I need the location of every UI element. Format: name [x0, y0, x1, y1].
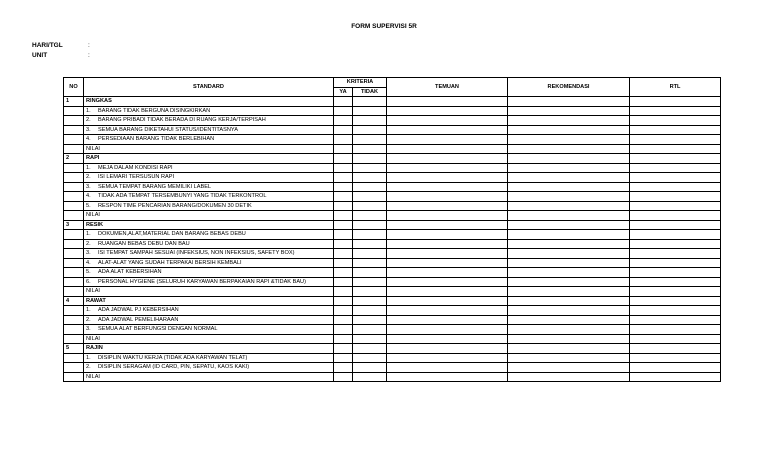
header-temuan: TEMUAN [387, 78, 508, 97]
item-tidak-cell[interactable] [353, 363, 387, 373]
header-standard: STANDARD [84, 78, 334, 97]
standard-item [84, 182, 334, 192]
item-number: 4. [86, 136, 91, 142]
item-number: 5. [86, 202, 91, 209]
table-row [64, 277, 721, 287]
section-temuan-cell[interactable] [387, 344, 508, 354]
item-rekomendasi-cell[interactable] [508, 106, 630, 116]
table-row [64, 268, 721, 278]
item-rtl-cell[interactable] [630, 192, 721, 202]
item-number: 5. [86, 269, 91, 275]
nilai-row [64, 144, 721, 154]
nilai-ya-cell[interactable] [334, 287, 353, 297]
item-temuan-cell[interactable] [387, 315, 508, 325]
section-ya-cell[interactable] [334, 220, 353, 230]
nilai-tidak-cell[interactable] [353, 372, 387, 382]
standard-item [84, 173, 334, 183]
nilai-label: NILAI [84, 334, 334, 344]
item-temuan-cell[interactable] [387, 249, 508, 259]
nilai-rekomendasi-cell[interactable] [508, 287, 630, 297]
standard-item [84, 315, 334, 325]
table-row [64, 125, 721, 135]
section-name: RESIK [84, 220, 334, 230]
item-no-cell [64, 363, 84, 373]
item-temuan-cell[interactable] [387, 201, 508, 211]
section-tidak-cell[interactable] [353, 296, 387, 306]
item-tidak-cell[interactable] [353, 173, 387, 183]
item-ya-cell[interactable] [334, 277, 353, 287]
table-row [64, 163, 721, 173]
nilai-row [64, 334, 721, 344]
nilai-ya-cell[interactable] [334, 144, 353, 154]
nilai-rekomendasi-cell[interactable] [508, 372, 630, 382]
item-rekomendasi-cell[interactable] [508, 306, 630, 316]
header-ya: YA [334, 87, 353, 97]
item-ya-cell[interactable] [334, 163, 353, 173]
nilai-rtl-cell[interactable] [630, 334, 721, 344]
item-ya-cell[interactable] [334, 258, 353, 268]
item-no-cell [64, 325, 84, 335]
item-number: 3. [86, 250, 91, 256]
standard-item [84, 249, 334, 259]
item-tidak-cell[interactable] [353, 182, 387, 192]
item-tidak-cell[interactable] [353, 163, 387, 173]
item-text: ISI TEMPAT SAMPAH SESUAI (INFEKSIUS, NON INFEKSIUS, SAFETY BOX) [98, 250, 295, 256]
item-ya-cell[interactable] [334, 201, 353, 211]
nilai-rekomendasi-cell[interactable] [508, 211, 630, 221]
item-rekomendasi-cell[interactable] [508, 230, 630, 240]
item-number: 4. [86, 193, 91, 199]
table-row [64, 192, 721, 202]
section-rtl-cell[interactable] [630, 220, 721, 230]
section-rekomendasi-cell[interactable] [508, 296, 630, 306]
nilai-no-cell [64, 287, 84, 297]
item-text: ALAT-ALAT YANG SUDAH TERPAKAI BERSIH KEMBALI [98, 259, 242, 266]
item-rekomendasi-cell[interactable] [508, 125, 630, 135]
item-no-cell [64, 315, 84, 325]
hari-tgl-colon: : [88, 42, 90, 49]
table-row [64, 106, 721, 116]
item-no-cell [64, 201, 84, 211]
item-text: SEMUA ALAT BERFUNGSI DENGAN NORMAL [98, 326, 218, 332]
nilai-rtl-cell[interactable] [630, 372, 721, 382]
item-rekomendasi-cell[interactable] [508, 173, 630, 183]
item-rekomendasi-cell[interactable] [508, 325, 630, 335]
item-number: 2. [86, 174, 91, 180]
standard-item [84, 192, 334, 202]
item-number: 2. [86, 240, 91, 247]
section-name: RAPI [84, 154, 334, 164]
item-rekomendasi-cell[interactable] [508, 239, 630, 249]
item-temuan-cell[interactable] [387, 258, 508, 268]
item-no-cell [64, 268, 84, 278]
item-temuan-cell[interactable] [387, 106, 508, 116]
item-ya-cell[interactable] [334, 116, 353, 126]
item-no-cell [64, 116, 84, 126]
nilai-temuan-cell[interactable] [387, 211, 508, 221]
item-text: ISI LEMARI TERSUSUN RAPI [98, 174, 175, 180]
section-name: RAJIN [84, 344, 334, 354]
item-no-cell [64, 106, 84, 116]
item-number: 3. [86, 126, 91, 133]
item-ya-cell[interactable] [334, 363, 353, 373]
item-ya-cell[interactable] [334, 182, 353, 192]
section-tidak-cell[interactable] [353, 344, 387, 354]
item-no-cell [64, 163, 84, 173]
table-row [64, 173, 721, 183]
item-text: RUANGAN BEBAS DEBU DAN BAU [98, 240, 190, 247]
item-number: 1. [86, 164, 91, 171]
item-ya-cell[interactable] [334, 249, 353, 259]
nilai-temuan-cell[interactable] [387, 287, 508, 297]
item-text: SEMUA BARANG DIKETAHUI STATUS/IDENTITASNYA [98, 126, 238, 133]
item-temuan-cell[interactable] [387, 268, 508, 278]
item-text: TIDAK ADA TEMPAT TERSEMBUNYI YANG TIDAK TERKONTROL [98, 193, 267, 199]
item-ya-cell[interactable] [334, 268, 353, 278]
standard-item [84, 258, 334, 268]
table-row [64, 230, 721, 240]
item-rekomendasi-cell[interactable] [508, 277, 630, 287]
item-tidak-cell[interactable] [353, 268, 387, 278]
item-rtl-cell[interactable] [630, 325, 721, 335]
item-number: 1. [86, 107, 91, 114]
item-temuan-cell[interactable] [387, 325, 508, 335]
section-ya-cell[interactable] [334, 296, 353, 306]
section-temuan-cell[interactable] [387, 296, 508, 306]
table-row [64, 116, 721, 126]
form-title: FORM SUPERVISI 5R [351, 23, 417, 30]
table-row [64, 135, 721, 145]
item-no-cell [64, 239, 84, 249]
nilai-no-cell [64, 372, 84, 382]
item-ya-cell[interactable] [334, 239, 353, 249]
nilai-rekomendasi-cell[interactable] [508, 334, 630, 344]
item-number: 1. [86, 231, 91, 237]
item-number: 1. [86, 354, 91, 361]
standard-item [84, 325, 334, 335]
standard-item [84, 306, 334, 316]
item-tidak-cell[interactable] [353, 192, 387, 202]
nilai-ya-cell[interactable] [334, 211, 353, 221]
item-text: DOKUMEN,ALAT,MATERIAL DAN BARANG BEBAS DEBU [98, 231, 246, 237]
nilai-label: NILAI [84, 211, 334, 221]
item-rekomendasi-cell[interactable] [508, 268, 630, 278]
standard-item [84, 125, 334, 135]
item-rtl-cell[interactable] [630, 258, 721, 268]
item-rekomendasi-cell[interactable] [508, 258, 630, 268]
standard-item [84, 135, 334, 145]
item-ya-cell[interactable] [334, 306, 353, 316]
nilai-label: NILAI [84, 372, 334, 382]
section-row [64, 220, 721, 230]
nilai-row [64, 372, 721, 382]
nilai-tidak-cell[interactable] [353, 144, 387, 154]
standard-item [84, 230, 334, 240]
item-temuan-cell[interactable] [387, 173, 508, 183]
item-rtl-cell[interactable] [630, 353, 721, 363]
item-no-cell [64, 173, 84, 183]
section-rtl-cell[interactable] [630, 97, 721, 107]
item-ya-cell[interactable] [334, 106, 353, 116]
item-tidak-cell[interactable] [353, 125, 387, 135]
item-rtl-cell[interactable] [630, 135, 721, 145]
item-rtl-cell[interactable] [630, 173, 721, 183]
nilai-no-cell [64, 334, 84, 344]
hari-tgl-label: HARI/TGL [32, 42, 63, 49]
table-row [64, 353, 721, 363]
item-number: 2. [86, 316, 91, 323]
header-rekomendasi: REKOMENDASI [508, 78, 630, 97]
item-rtl-cell[interactable] [630, 239, 721, 249]
item-tidak-cell[interactable] [353, 106, 387, 116]
section-number: 3 [64, 220, 84, 230]
nilai-rtl-cell[interactable] [630, 144, 721, 154]
item-text: ADA ALAT KEBERSIHAN [98, 269, 162, 275]
item-rekomendasi-cell[interactable] [508, 163, 630, 173]
nilai-tidak-cell[interactable] [353, 211, 387, 221]
item-rtl-cell[interactable] [630, 182, 721, 192]
item-rtl-cell[interactable] [630, 106, 721, 116]
section-rtl-cell[interactable] [630, 154, 721, 164]
item-rtl-cell[interactable] [630, 268, 721, 278]
item-rtl-cell[interactable] [630, 230, 721, 240]
item-rtl-cell[interactable] [630, 163, 721, 173]
nilai-tidak-cell[interactable] [353, 334, 387, 344]
item-rtl-cell[interactable] [630, 201, 721, 211]
unit-colon: : [88, 52, 90, 59]
item-rekomendasi-cell[interactable] [508, 315, 630, 325]
item-number: 4. [86, 259, 91, 266]
section-temuan-cell[interactable] [387, 97, 508, 107]
nilai-rekomendasi-cell[interactable] [508, 144, 630, 154]
item-temuan-cell[interactable] [387, 306, 508, 316]
table-row [64, 315, 721, 325]
item-ya-cell[interactable] [334, 173, 353, 183]
unit-row [32, 52, 90, 59]
item-text: DISIPLIN WAKTU KERJA (TIDAK ADA KARYAWAN TELAT) [98, 354, 248, 361]
item-rtl-cell[interactable] [630, 315, 721, 325]
item-temuan-cell[interactable] [387, 192, 508, 202]
table-body [64, 97, 721, 382]
item-temuan-cell[interactable] [387, 116, 508, 126]
nilai-label: NILAI [84, 287, 334, 297]
section-temuan-cell[interactable] [387, 154, 508, 164]
item-no-cell [64, 258, 84, 268]
item-text: MEJA DALAM KONDISI RAPI [98, 164, 173, 171]
item-temuan-cell[interactable] [387, 230, 508, 240]
item-tidak-cell[interactable] [353, 201, 387, 211]
item-number: 2. [86, 364, 91, 370]
standard-item [84, 106, 334, 116]
section-rtl-cell[interactable] [630, 296, 721, 306]
item-rtl-cell[interactable] [630, 277, 721, 287]
item-no-cell [64, 192, 84, 202]
item-no-cell [64, 353, 84, 363]
item-rtl-cell[interactable] [630, 116, 721, 126]
item-tidak-cell[interactable] [353, 258, 387, 268]
item-tidak-cell[interactable] [353, 230, 387, 240]
table-row [64, 249, 721, 259]
item-number: 6. [86, 278, 91, 285]
item-ya-cell[interactable] [334, 192, 353, 202]
item-tidak-cell[interactable] [353, 277, 387, 287]
item-tidak-cell[interactable] [353, 353, 387, 363]
item-no-cell [64, 249, 84, 259]
item-rekomendasi-cell[interactable] [508, 135, 630, 145]
header-tidak: TIDAK [353, 87, 387, 97]
section-tidak-cell[interactable] [353, 154, 387, 164]
standard-item [84, 239, 334, 249]
section-row [64, 296, 721, 306]
nilai-temuan-cell[interactable] [387, 144, 508, 154]
header-rtl: RTL [630, 78, 721, 97]
item-no-cell [64, 135, 84, 145]
item-ya-cell[interactable] [334, 135, 353, 145]
nilai-ya-cell[interactable] [334, 372, 353, 382]
item-rekomendasi-cell[interactable] [508, 192, 630, 202]
item-temuan-cell[interactable] [387, 277, 508, 287]
standard-item [84, 201, 334, 211]
item-number: 2. [86, 117, 91, 123]
section-ya-cell[interactable] [334, 154, 353, 164]
item-tidak-cell[interactable] [353, 306, 387, 316]
nilai-no-cell [64, 211, 84, 221]
standard-item [84, 268, 334, 278]
item-rtl-cell[interactable] [630, 125, 721, 135]
item-tidak-cell[interactable] [353, 325, 387, 335]
standard-item [84, 353, 334, 363]
item-number: 3. [86, 326, 91, 332]
item-temuan-cell[interactable] [387, 363, 508, 373]
item-temuan-cell[interactable] [387, 163, 508, 173]
item-no-cell [64, 277, 84, 287]
item-text: DISIPLIN SERAGAM (ID CARD, PIN, SEPATU, KAOS KAKI) [98, 364, 250, 370]
item-rekomendasi-cell[interactable] [508, 116, 630, 126]
table-row [64, 258, 721, 268]
standard-item [84, 363, 334, 373]
item-no-cell [64, 306, 84, 316]
section-name: RINGKAS [84, 97, 334, 107]
section-number: 1 [64, 97, 84, 107]
item-rekomendasi-cell[interactable] [508, 201, 630, 211]
item-tidak-cell[interactable] [353, 135, 387, 145]
item-no-cell [64, 125, 84, 135]
item-ya-cell[interactable] [334, 353, 353, 363]
standard-item [84, 116, 334, 126]
section-rekomendasi-cell[interactable] [508, 97, 630, 107]
item-temuan-cell[interactable] [387, 182, 508, 192]
item-rekomendasi-cell[interactable] [508, 353, 630, 363]
item-tidak-cell[interactable] [353, 249, 387, 259]
unit-label: UNIT [32, 52, 48, 59]
standard-item [84, 277, 334, 287]
item-number: 3. [86, 183, 91, 190]
item-rekomendasi-cell[interactable] [508, 363, 630, 373]
item-ya-cell[interactable] [334, 230, 353, 240]
table-row [64, 201, 721, 211]
section-number: 4 [64, 296, 84, 306]
section-ya-cell[interactable] [334, 344, 353, 354]
section-number: 2 [64, 154, 84, 164]
nilai-temuan-cell[interactable] [387, 334, 508, 344]
item-text: BARANG TIDAK BERGUNA DISINGKIRKAN [98, 107, 211, 114]
supervision-table [63, 77, 721, 382]
nilai-ya-cell[interactable] [334, 334, 353, 344]
section-rekomendasi-cell[interactable] [508, 220, 630, 230]
section-row [64, 97, 721, 107]
table-row [64, 325, 721, 335]
item-temuan-cell[interactable] [387, 135, 508, 145]
section-tidak-cell[interactable] [353, 220, 387, 230]
item-tidak-cell[interactable] [353, 315, 387, 325]
table-row [64, 239, 721, 249]
item-rekomendasi-cell[interactable] [508, 182, 630, 192]
standard-item [84, 163, 334, 173]
nilai-label: NILAI [84, 144, 334, 154]
item-tidak-cell[interactable] [353, 239, 387, 249]
section-rekomendasi-cell[interactable] [508, 344, 630, 354]
item-text: BARANG PRIBADI TIDAK BERADA DI RUANG KERJA/TERPISAH [98, 117, 266, 123]
item-no-cell [64, 182, 84, 192]
nilai-row [64, 211, 721, 221]
item-rtl-cell[interactable] [630, 306, 721, 316]
header-no: NO [64, 78, 84, 97]
section-rtl-cell[interactable] [630, 344, 721, 354]
item-ya-cell[interactable] [334, 125, 353, 135]
nilai-row [64, 287, 721, 297]
item-ya-cell[interactable] [334, 315, 353, 325]
item-temuan-cell[interactable] [387, 125, 508, 135]
hari-tgl-row [32, 42, 90, 49]
item-rekomendasi-cell[interactable] [508, 249, 630, 259]
section-number: 5 [64, 344, 84, 354]
item-text: ADA JADWAL PEMELIHARAAN [98, 316, 179, 323]
section-name: RAWAT [84, 296, 334, 306]
nilai-tidak-cell[interactable] [353, 287, 387, 297]
nilai-rtl-cell[interactable] [630, 287, 721, 297]
section-tidak-cell[interactable] [353, 97, 387, 107]
section-ya-cell[interactable] [334, 97, 353, 107]
item-no-cell [64, 230, 84, 240]
item-text: RESPON TIME PENCARIAN BARANG/DOKUMEN 30 DETIK [98, 202, 252, 209]
section-rekomendasi-cell[interactable] [508, 154, 630, 164]
table-row [64, 363, 721, 373]
item-text: PERSONAL HYGIENE (SELURUH KARYAWAN BERPAKAIAN RAPI &TIDAK BAU) [98, 278, 306, 285]
section-temuan-cell[interactable] [387, 220, 508, 230]
nilai-temuan-cell[interactable] [387, 372, 508, 382]
item-number: 1. [86, 307, 91, 313]
nilai-rtl-cell[interactable] [630, 211, 721, 221]
section-row [64, 154, 721, 164]
header-kriteria: KRITERIA [334, 78, 387, 88]
item-text: SEMUA TEMPAT BARANG MEMILIKI LABEL [98, 183, 212, 190]
item-temuan-cell[interactable] [387, 239, 508, 249]
item-text: ADA JADWAL PJ KEBERSIHAN [98, 307, 179, 313]
item-rtl-cell[interactable] [630, 249, 721, 259]
section-row [64, 344, 721, 354]
item-rtl-cell[interactable] [630, 363, 721, 373]
item-tidak-cell[interactable] [353, 116, 387, 126]
item-ya-cell[interactable] [334, 325, 353, 335]
table-row [64, 306, 721, 316]
item-text: PERSEDIAAN BARANG TIDAK BERLEBIHAN [98, 136, 215, 142]
table-row [64, 182, 721, 192]
nilai-no-cell [64, 144, 84, 154]
item-temuan-cell[interactable] [387, 353, 508, 363]
